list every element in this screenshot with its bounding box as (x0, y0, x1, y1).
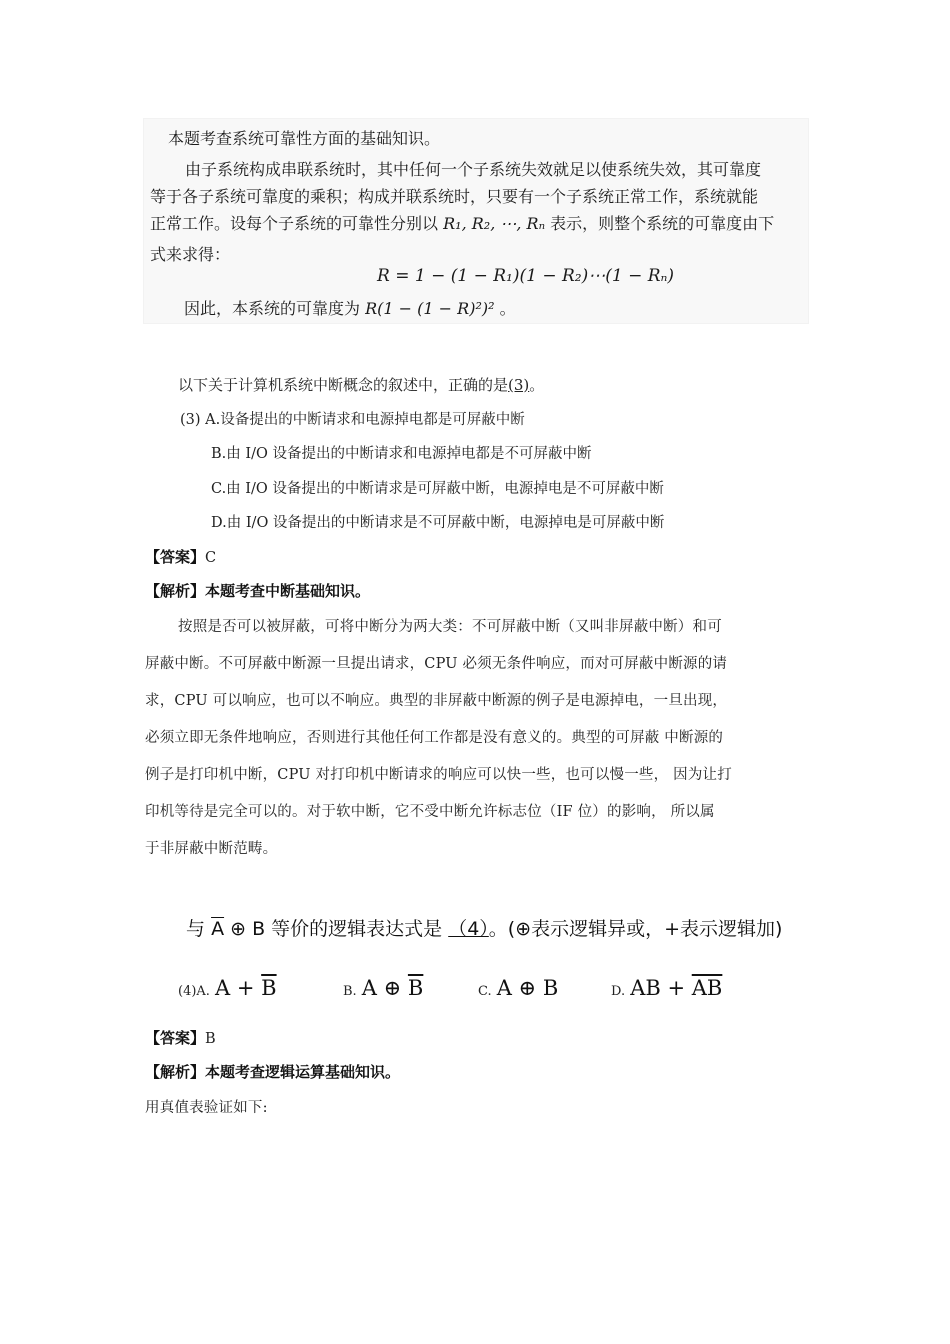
truth-table-intro: 用真值表验证如下: (145, 1100, 268, 1116)
system-reliability-expr: R(1 − (1 − R)²)² (365, 299, 495, 318)
option-4d-label: D. (611, 984, 626, 999)
scan-line-6-text-a: 因此，本系统的可靠度为 (184, 299, 361, 318)
scan-line-4-text-a: 正常工作。设每个子系统的可靠性分别以 (150, 214, 439, 233)
scan-line-4-text-b: 表示，则整个系统的可靠度由下 (550, 214, 775, 233)
option-3d: D.由 I/O 设备提出的中断请求是不可屏蔽中断，电源掉电是可屏蔽中断 (211, 515, 665, 531)
question-4-suffix: 。(⊕表示逻辑异或，+表示逻辑加) (488, 918, 783, 940)
option-3c: C.由 I/O 设备提出的中断请求是可屏蔽中断，电源掉电是不可屏蔽中断 (211, 481, 664, 497)
option-4b (343, 976, 423, 1000)
parallel-formula: R = 1 − (1 − R₁)(1 − R₂)⋯(1 − Rₙ) (377, 266, 675, 286)
option-4a (178, 976, 277, 1000)
option-3a: (3) A.设备提出的中断请求和电源掉电都是可屏蔽中断 (180, 412, 525, 428)
option-4b-expr (362, 976, 424, 1000)
option-4b-plain: A ⊕ (361, 976, 408, 1000)
option-4b-label: B. (343, 984, 357, 999)
analysis-3-line: 印机等待是完全可以的。对于软中断，它不受中断允许标志位（IF 位）的影响， 所以属 (145, 804, 715, 820)
question-3-stem (178, 374, 544, 395)
question-3-text-a: 以下关于计算机系统中断概念的叙述中，正确的是 (178, 376, 509, 394)
answer-value: C (205, 550, 217, 566)
analysis-3-line: 求，CPU 可以响应，也可以不响应。典型的非屏蔽中断源的例子是电源掉电，一旦出现， (145, 693, 728, 709)
reliability-symbols: R₁, R₂, ⋯, Rₙ (443, 214, 546, 233)
scan-line-4 (150, 211, 774, 234)
question-3-blank: (3) (508, 376, 530, 394)
answer-4 (145, 1027, 216, 1048)
option-4a-expr (215, 976, 277, 1000)
analysis-3-line: 按照是否可以被屏蔽，可将中断分为两大类：不可屏蔽中断（又叫非屏蔽中断）和可 (178, 619, 722, 635)
analysis-3-line: 于非屏蔽中断范畴。 (145, 841, 278, 857)
option-4d-expr (630, 976, 722, 1000)
analysis-title: 本题考查中断基础知识。 (205, 582, 371, 600)
option-4d (611, 976, 722, 1000)
option-4c-expr: A ⊕ B (496, 976, 559, 1000)
analysis-label: 【解析】 (145, 582, 206, 600)
answer-label: 【答案】 (145, 1029, 206, 1047)
option-4a-bar: $\overline{B}$ (261, 976, 277, 1000)
scan-line-6 (184, 296, 516, 319)
option-4a-label: (4)A. (178, 984, 210, 999)
answer-label: 【答案】 (145, 548, 206, 566)
option-4c-label: C. (478, 984, 492, 999)
analysis-3-line: 必须立即无条件地响应，否则进行其他任何工作都是没有意义的。典型的可屏蔽 中断源的 (145, 730, 724, 746)
question-4-stem (186, 914, 782, 941)
option-4d-plain: AB + (630, 976, 692, 1000)
analysis-label: 【解析】 (145, 1063, 206, 1081)
option-4c (478, 976, 558, 1000)
question-4-blank: （4） (448, 918, 489, 940)
option-4a-plain: A + (215, 976, 262, 1000)
analysis-3-line: 例子是打印机中断，CPU 对打印机中断请求的响应可以快一些，也可以慢一些， 因为让打 (145, 767, 732, 783)
question-4-prefix: 与 (186, 918, 206, 940)
question-3-text-b: 。 (529, 376, 545, 394)
analysis-4-heading (145, 1061, 400, 1082)
option-3b: B.由 I/O 设备提出的中断请求和电源掉电都是不可屏蔽中断 (211, 446, 592, 462)
scan-line-3: 等于各子系统可靠度的乘积；构成并联系统时，只要有一个子系统正常工作，系统就能 (150, 187, 759, 206)
analysis-3-heading (145, 580, 370, 601)
analysis-title: 本题考查逻辑运算基础知识。 (205, 1063, 401, 1081)
scan-line-6-text-b: 。 (499, 299, 516, 318)
a-bar: $\overline{A}$ (211, 918, 225, 940)
analysis-3-line: 屏蔽中断。不可屏蔽中断源一旦提出请求，CPU 必须无条件响应，而对可屏蔽中断源的请 (145, 656, 728, 672)
answer-3 (145, 546, 216, 567)
option-4b-bar: $\overline{B}$ (407, 976, 424, 1000)
option-4d-bar: $\overline{AB}$ (691, 976, 723, 1000)
scan-line-2: 由子系统构成串联系统时，其中任何一个子系统失效就足以使系统失效，其可靠度 (185, 160, 762, 179)
scan-line-1: 本题考查系统可靠性方面的基础知识。 (168, 129, 441, 148)
question-4-xor: ⊕ B 等价的逻辑表达式是 (230, 918, 443, 940)
scan-line-5: 式来求得： (150, 245, 231, 264)
answer-value: B (205, 1031, 216, 1047)
